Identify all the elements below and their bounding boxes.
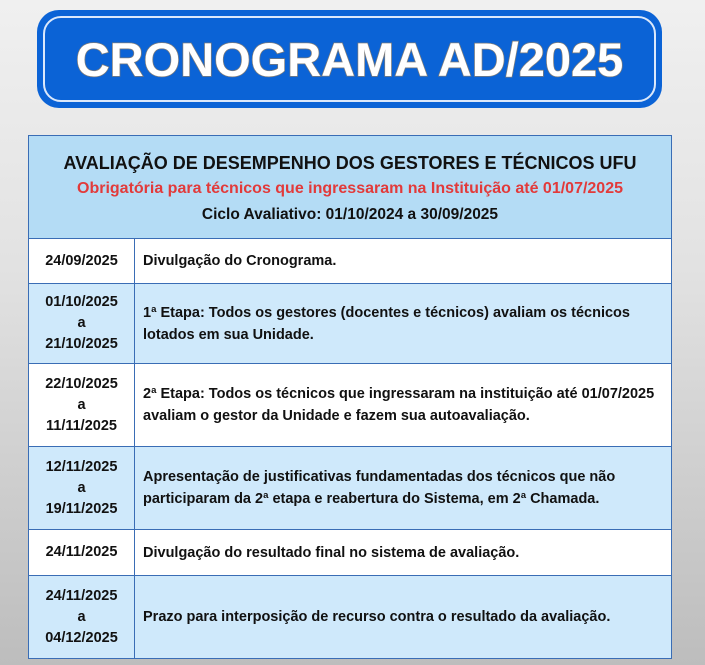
table-row (29, 284, 671, 364)
date-start: 24/11/2025 (45, 587, 118, 604)
date-cell (29, 284, 135, 363)
date-end: 11/11/2025 (46, 417, 117, 434)
title-banner (37, 10, 662, 108)
date-start: 01/10/2025 (45, 294, 118, 310)
date-end: 19/11/2025 (45, 500, 118, 517)
date-end: 04/12/2025 (45, 629, 118, 646)
date-start: 24/09/2025 (45, 252, 118, 269)
date-start: 24/11/2025 (45, 544, 118, 560)
date-cell (29, 239, 135, 283)
table-row (29, 239, 671, 284)
page-title: CRONOGRAMA AD/2025 (75, 32, 624, 86)
date-cell (29, 447, 135, 529)
date-cell (29, 576, 135, 658)
date-separator: a (77, 315, 86, 331)
date-separator: a (77, 396, 86, 413)
description-cell: Apresentação de justificativas fundamentadas dos técnicos que não participaram da 2ª etapa e reabertura do Sistema, em 2ª Chamada. (143, 469, 616, 507)
description-cell: 1ª Etapa: Todos os gestores (docentes e técnicos) avaliam os técnicos lotados em sua Unidade. (143, 304, 630, 343)
table-row (29, 364, 671, 447)
table-row (29, 530, 671, 576)
date-cell (29, 364, 135, 446)
date-start: 22/10/2025 (45, 375, 118, 392)
date-end: 21/10/2025 (45, 336, 118, 352)
date-separator: a (77, 608, 86, 625)
table-row (29, 447, 671, 530)
date-separator: a (77, 479, 86, 496)
mandatory-note: Obrigatória para técnicos que ingressaram na Instituição até 01/07/2025 (77, 180, 623, 197)
description-cell: Prazo para interposição de recurso contra o resultado da avaliação. (143, 609, 611, 625)
schedule-title: AVALIAÇÃO DE DESEMPENHO DOS GESTORES E TÉCNICOS UFU (63, 153, 637, 173)
table-row (29, 576, 671, 658)
date-start: 12/11/2025 (45, 458, 118, 475)
evaluation-cycle: Ciclo Avaliativo: 01/10/2024 a 30/09/2025 (201, 206, 499, 223)
description-cell: 2ª Etapa: Todos os técnicos que ingressaram na instituição até 01/07/2025 avaliam o gestor da Unidade e fazem sua autoavaliação. (143, 386, 655, 424)
title-banner-inner (43, 16, 656, 102)
description-cell: Divulgação do resultado final no sistema de avaliação. (143, 544, 520, 561)
schedule-table (28, 135, 672, 659)
description-cell: Divulgação do Cronograma. (143, 253, 337, 269)
date-cell (29, 530, 135, 575)
schedule-header (29, 136, 671, 239)
